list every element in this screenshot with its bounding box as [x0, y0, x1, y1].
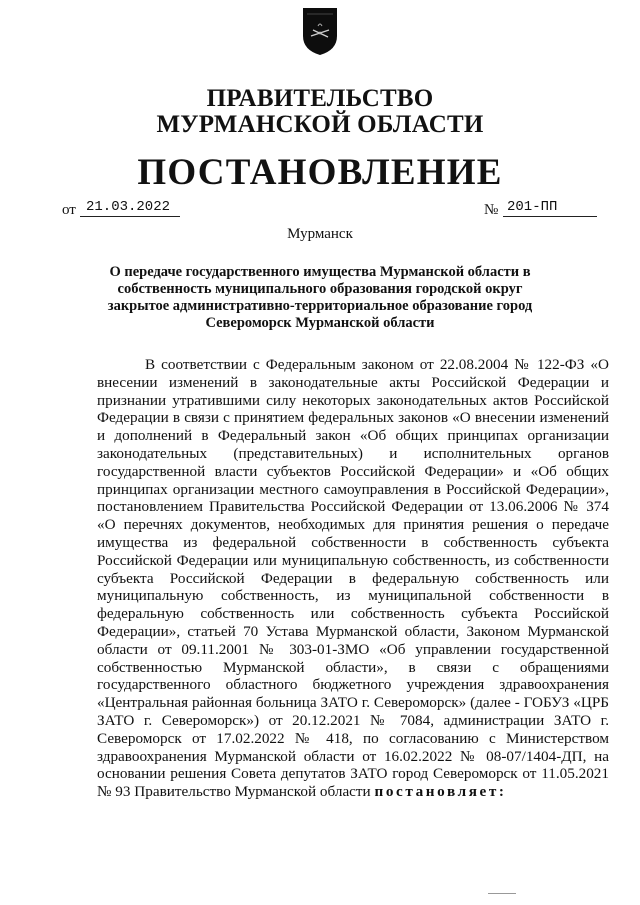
government-title-line1: ПРАВИТЕЛЬСТВО [206, 85, 434, 112]
date-prefix: от [62, 202, 76, 218]
number-prefix: № [484, 202, 499, 218]
scan-artifact [488, 893, 516, 900]
body-closing: постановляет: [374, 783, 507, 801]
city-label: Мурманск [287, 226, 353, 242]
date-underline [80, 216, 180, 217]
coat-of-arms-icon [301, 6, 339, 56]
document-title: О передаче государственного имущества Мурманской области в собственность муниципального образования городской округ закрытое административно-территориальное образование город Североморск Мурманской области [107, 264, 533, 331]
body-paragraph: В соответствии с Федеральным законом от 22.08.2004 № 122-ФЗ «О внесении изменений в законодательные акты Российской Федерации и признании утратившими силу некоторых законодательных актов Российской Федерации в связи с принятием федеральных законов «О внесении изменений и дополнений в Федеральный закон «Об общих принципах организации законодательных (представительных) и исполнительных органов государственной власти субъектов Российской Федерации» и «Об общих принципах организации местного самоуправления в Российской Федерации», постановлением Правительства Российской Федерации от 13.06.2006 № 374 «О перечнях документов, необходимых для принятия решения о передаче имущества из федеральной собственности в собственность субъекта Российской Федерации или муниципальную собственность, из собственности субъекта Российской Федерации в федеральную собственность или муниципальную собственность, из муниципальной собственности в федеральную собственность или собственность субъекта Российской Федерации», статьей 70 Устава Мурманской области, Законом Мурманской области от 09.11.2001 № 303-01-ЗМО «Об управлении государственной собственностью Мурманской области», в связи с обращениями государственного областного бюджетного учреждения здравоохранения «Центральная районная больница ЗАТО г. Североморск» (далее - ГОБУЗ «ЦРБ ЗАТО г. Североморск») от 20.12.2021 № 7084, администрации ЗАТО г. Североморск от 17.02.2022 № 418, по согласованию с Министерством здравоохранения Мурманской области от 16.02.2022 № 08-07/1404-ДП, на основании решения Совета депутатов ЗАТО город Североморск от 11.05.2021 № 93 Правительство Мурманской области [97, 356, 609, 801]
document-body [97, 356, 609, 801]
document-type-heading: ПОСТАНОВЛЕНИЕ [137, 152, 503, 193]
number-underline [503, 216, 597, 217]
government-title-line2: МУРМАНСКОЙ ОБЛАСТИ [156, 111, 484, 138]
document-number: 201-ПП [507, 199, 558, 215]
document-date: 21.03.2022 [86, 199, 171, 215]
